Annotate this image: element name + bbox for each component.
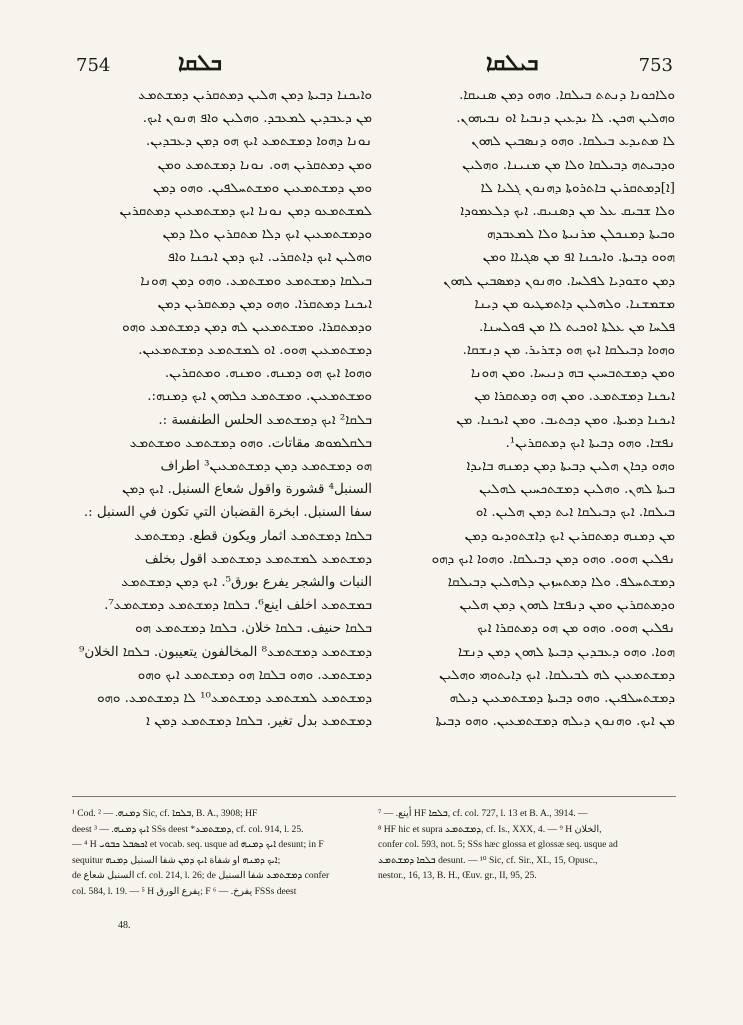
footnote-line: de السنبل شعاع cf. col. 214, l. 26; de ܕܡܫܬܡܥ شفا السنبل confer xyxy=(72,870,330,882)
text-line: ܗܘܘ ܕܒܝܬܐ. ܘܐܝܟܢܐ ܐܦ ܡܢ ܣܓܝܐܐ ܘܡܢ xyxy=(482,250,675,266)
text-line: ܡܢ ܐܝܟ. ܘܗܢܘܢ ܕܝܠܗ ܕܡܫܬܡܥܝܢ. ܘܗܘ ܕܒܝܬܐ xyxy=(435,714,675,730)
text-line: ܡܢ ܕܡܢܗ ܕܡܬܩܪܝܢ ܐܝܟ ܕܐܫܬܘܕܝܘ ܕܡܢ xyxy=(464,528,675,544)
text-line: ܕܡܫܬܡܥ ܕܡܫܬܡܥ⁸ المخالفون يتعيبون. ܒܠܩܐ الخلان⁹ xyxy=(78,644,372,660)
text-line: سفا السنبل. ابخرة القضبان التي تكون في السنبل :. xyxy=(83,505,372,521)
text-line: ܒܝܠܩܐ. ܐܝܟ ܕܒܝܠܩܐ ܐܝܬ ܕܡܢ ܗܠܝܢ. ܐܘ xyxy=(475,505,675,521)
text-line: ܘܐܝܟܢܐ ܕܒܝܬܐ ܕܡܢ ܗܠܝܢ ܕܡܬܩܪܝܢ ܕܡܫܬܡܥ xyxy=(138,88,372,103)
text-line: ܗܘ ܕܡܫܬܡܥ ܕܡܢ ܕܡܫܬܡܥܝܢ³ اطراف xyxy=(160,459,372,474)
text-line: ܗܘܐ. ܘܗܘ ܕܥܒܕܝܢ ܕܒܝܬܐ ܠܗܘܢ ܕܡܢ ܕܢܫܐ xyxy=(458,644,675,660)
left-page-number: 754 xyxy=(76,55,111,76)
text-line: ܕܡܫܬܡܥ بدل تغير. ܒܠܩܐ ܕܡܫܬܡܥ ܕܡܢ ܐ xyxy=(146,714,372,730)
footnote-line: deest ܐܝܟ ܕܡܢܗ. — ³ SSs deest *ܕܡܫܬܡܥ, cf. col. 914, l. 25. xyxy=(72,823,304,835)
text-line: ܒܠܩܠܡܘܣ مقاتات. ܘܗܘ ܕܡܫܬܡܥ ܘܡܫܬܡܥ xyxy=(129,435,372,451)
text-line: ܘܡܫܬܡܥܝܢ. ܘܡܫܬܡܥ ܟܠܗܘܢ ܐܝܟ ܕܡܢܗ:. xyxy=(147,389,372,405)
text-line: ܘܗܘ ܕܟܐܢ ܗܠܝܢ ܕܒܝܬܐ ܕܡܢ ܕܡܢܗ ܒܐܝܕܐ xyxy=(466,459,675,474)
text-line: ܐܝܟܢܐ ܕܡܝܬܐ. ܘܡܢ ܕܟܬܝܒ. ܘܡܢ ܐܝܟܢܐ. ܡܢ xyxy=(456,412,675,428)
text-line: ܢܘܢܐ ܕܗܘܐ ܕܡܫܬܡܥ ܐܝܟ ܗܘ ܕܡܢ ܕܥܒܕܝܢ. xyxy=(146,134,372,150)
text-line: ܕܡܫܬܡܥܝܢ ܠܗ ܠܒܝܠܩܐ. ܐܝܟ ܕܐܝܬܘܗܝ ܘܗܠܝܢ xyxy=(439,667,675,683)
text-line: ܘܕܡܫܬܡܥܝܢ ܐܝܟ ܕܠܐ ܡܬܩܪܝܢ ܘܠܐ ܕܡܢ xyxy=(162,227,372,243)
left-column xyxy=(72,84,372,794)
text-line: ܘܗܠܝܢ ܗܟܢ. ܠܐ ܝܕܥܝܢ ܕܢܒܝܐ ܐܘ ܢܒܝܗܘܢ. xyxy=(456,111,675,127)
text-line: ܘܗܘܐ ܐܝܟ ܗܘ ܕܡܢܗ. ܘܡܢܗ. ܘܡܬܩܪܝܢ. xyxy=(164,366,372,382)
text-line: ܐܝܟܢܐ ܕܡܬܩܪܐ. ܘܗܘ ܕܡܢ ܕܡܬܩܪܝܢ ܕܡܢ xyxy=(157,296,372,312)
right-page-number: 753 xyxy=(638,55,673,76)
text-line: ܠܐ ܡܬܝܕܥ ܒܝܠܩܐ. ܘܗܘ ܕܢܣܒܝܢ ܠܗܘܢ xyxy=(471,134,675,150)
text-line: ܒܠܩܐ حنيف. ܒܠܩܐ خلان. ܒܠܩܐ ܕܡܫܬܡܥ ܗܘ xyxy=(135,621,372,637)
text-line: ܘܗܘܐ ܕܒܝܠܩܐ ܐܝܟ ܗܘ ܕܫܪܝܪ. ܡܢ ܕܢܫܩܐ. xyxy=(462,343,675,359)
text-line: ܘܡܢ ܕܡܫܬܒܚܝܢ ܒܗ ܕܢܝܚܐ. ܘܡܢ ܗܘܢܐ xyxy=(470,366,675,382)
footnote-line: confer col. 593, not. 5; SSs hæc glossa et glossæ seq. usque ad xyxy=(378,839,618,851)
footnote-line: ⁸ HF hic et supra ܕܡܫܬܡܥ, cf. Is., XXX, 4. — ⁹ H الخلان, xyxy=(378,823,602,835)
footnotes-right xyxy=(378,806,678,884)
text-line: ܕܡܫܬܡܥ. ܘܗܘ ܒܠܩܐ ܗܘ ܕܡܫܬܡܥ ܐܝܟ ܘܗܘ xyxy=(137,667,372,683)
footnote-line: ܒܠܩܐ ܕܡܫܬܡܥ desunt. — ¹⁰ Sic, cf. Sir., XL, 15, Opusc., xyxy=(378,854,598,866)
footnote-line: أينع. — ⁷ HF ܒܠܩܐ, cf. col. 727, l. 13 et B. A., 3914. — xyxy=(378,808,588,819)
footnote-line: sequitur ܐܝܟ ܕܡܢܗ او شفاة ܐܝܟ ܕܡܢ شفا السنبل ܕܡܢܗ; xyxy=(72,854,281,866)
footnote-rule xyxy=(72,796,676,797)
text-line: ܘܡܢ ܕܡܫܬܡܥܝܢ ܘܡܫܬܚܠܦܝܢ. ܘܗܘ ܕܡܢ xyxy=(153,180,372,196)
text-line: ܦܠܚܐ ܡܢ ܥܠܬܐ ܐܘܟܝܬ ܠܐ ܡܢ ܦܘܠܚܢܐ. xyxy=(478,319,675,335)
text-line: ܕܡܢ ܘܫܘܕܝܐ ܠܦܠܚܐ. ܘܗܢܘܢ ܕܡܣܒܝܢ ܠܗܘܢ xyxy=(443,273,675,289)
right-column xyxy=(375,84,675,794)
text-line: ܡܫܡܫܢܐ. ܘܠܗܠܝܢ ܕܐܬܡܛܝܘ ܡܢ ܕܝܢܐ xyxy=(474,296,675,312)
footnote-line: col. 584, l. 19. — ⁵ H يفرع الورق; F يفرخ. — ⁶ FSSs deest xyxy=(72,885,297,897)
footnote-line: ¹ Cod. ܕܡܢܗ. — ² Sic, cf. ܒܠܩܐ, B. A., 3908; HF xyxy=(72,808,258,819)
text-line: ܡܢ ܕܥܒܕܝܢ ܠܡܥܒܕ. ܘܗܠܝܢ ܘܐܦ ܗܢܘܢ ܐܝܟ. xyxy=(142,111,372,127)
text-line: ܘܠܐ ܫܒܝܩ ܥܠ ܡܢ ܕܣܢܝܩ. ܐܝܟ ܕܠܥܡܘܕܐ xyxy=(460,203,675,219)
text-line: ܕܡܫܬܡܥ ܠܡܫܬܡܥ ܕܡܫܬܡܥ اقول بخلف xyxy=(144,551,372,567)
text-line: ܘܕܒܝܬܗ ܕܒܝܠܩܐ ܘܠܐ ܡܢ ܡܢܝܢܐ. ܘܗܠܝܢ xyxy=(462,157,675,173)
text-line: ܘܒܝܬܐ ܕܡܢܟܠܢ ܡܪܢܝܬܐ ܘܠܐ ܠܡܥܒܕܗ xyxy=(487,227,675,243)
text-line: النبات والشجر يفرع بورق⁵. ܐܝܟ ܕܡܢ ܕܡܫܬܡܥ xyxy=(121,574,372,590)
right-running-head: ܒܝܠܩܐ xyxy=(486,50,539,76)
text-line: ܒܝܠܩܐ ܕܡܫܬܡܥ ܘܡܫܬܡܥ. ܘܗܘ ܕܡܢ ܗܘܢܐ xyxy=(140,273,372,289)
text-line: ܠܡܫܬܡܥܘ ܕܡܢ ܢܘܢܐ ܐܝܟ ܕܡܫܬܡܥܝܢ ܕܡܬܩܪܝܢ xyxy=(119,203,372,219)
text-line: ܘܕܡܬܩܪܝܢ ܘܡܢ ܕܢܦܫܐ ܠܗܘܢ ܕܡܢ ܗܠܝܢ xyxy=(459,598,675,614)
text-line: ܒܠܩܐ ܕܡܫܬܡܥ اثمار ويكون قطع. ܕܡܫܬܡܥ xyxy=(134,528,372,544)
text-line: ܕܡܫܬܚܠܦܝܢ. ܘܗܘ ܕܒܝܬܐ ܕܡܫܬܡܥܝܢ ܕܝܠܗ xyxy=(449,690,675,706)
text-line: ܐܝܟܢܐ ܕܡܫܬܡܥ. ܘܡܢ ܗܘ ܕܡܬܩܪܐ ܡܢ xyxy=(474,389,675,405)
text-line: ܒܠܩܐ² ܐܝܟ ܕܡܫܬܡܥ الحلس الطنفسة :. xyxy=(158,412,372,428)
text-line: [ܐ]ܕܡܬܩܪܝܢ ܒܐܬܪܘܬܐ ܕܗܢܘܢ ܓܠܝܐ ܠܐ xyxy=(480,180,675,196)
signature-mark: 48. xyxy=(118,920,131,931)
text-line: ܢܦܠܝܢ ܗܘܘ. ܘܗܘ ܡܢ ܗܘ ܕܡܬܩܪܐ ܐܝܟ xyxy=(477,621,675,637)
text-line: ܘܕܡܬܩܪܐ. ܘܡܫܬܡܥܝܢ ܠܗ ܕܡܢ ܕܡܫܬܡܥ ܘܗܘ xyxy=(122,319,372,335)
footnote-line: nestor., 16, 13, B. H., Œuv. gr., II, 95, 25. xyxy=(378,870,537,882)
footnote-line: — ⁴ H ܐܟܣܒܠ ܟܒܘܝ et vocab. seq. usque ad ܐܝܟ ܕܡܢܗ desunt; in F xyxy=(72,839,324,851)
text-line: ܘܠܐܟܘܢܐ ܕܢܬܬ ܒܝܠܩܐ. ܘܗܘ ܕܡܢ ܣܢܝܩܐ. xyxy=(459,88,675,103)
text-line: ܢܦܠܝܢ ܗܘܘ. ܘܗܘ ܕܡܢ ܕܒܝܠܩܐ. ܘܗܘܐ ܐܝܟ ܕܗܘ xyxy=(431,551,675,567)
footnotes-left xyxy=(72,806,372,900)
left-running-head: ܒܠܩܐ xyxy=(178,50,222,76)
text-line: ܕܡܫܬܚܠܦ. ܘܠܐ ܕܡܬܚܙܝܢ ܕܠܗܠܝܢ ܕܒܝܠܩܐ xyxy=(447,574,675,590)
text-line: ܕܡܫܬܡܥ ܠܡܫܬܡܥ ܕܡܫܬܡܥ¹⁰ ܠܐ ܕܡܫܬܡܥ. ܘܗܘ xyxy=(97,690,372,706)
text-line: ܘܡܢ ܕܡܬܩܪܝܢ ܗܘ. ܢܘܢܐ ܕܡܫܬܡܥ ܘܡܢ xyxy=(157,157,372,173)
text-line: ܢܦܫܐ. ܘܗܘ ܕܒܝܬܐ ܐܝܟ ܕܡܬܩܪܝܢ¹. xyxy=(505,435,675,451)
text-line: ܕܡܫܬܡܥܝܢ ܗܘܘ. ܐܘ ܠܡܫܬܡܥ ܕܡܫܬܡܥܝܢ. xyxy=(138,343,372,359)
text-line: ܒܡܫܬܡܥ اخلف اينع⁶. ܒܠܩܐ ܕܡܫܬܡܥ ܕܡܫܬܡܥ⁷. xyxy=(104,598,372,614)
text-line: ܘܗܠܝܢ ܐܝܟ ܕܐܬܩܪܝ. ܐܝܟ ܕܡܢ ܐܝܟܢܐ ܘܐܦ xyxy=(167,250,372,266)
text-line: السنبل⁴ قشورة واقول شعاع السنبل. ܐܝܟ ܕܡܢ xyxy=(122,482,372,498)
text-line: ܒܝܬܐ ܠܗܢ. ܘܗܠܝܢ ܕܡܫܬܟܚܝܢ ܠܗܠܝܢ xyxy=(479,482,675,498)
